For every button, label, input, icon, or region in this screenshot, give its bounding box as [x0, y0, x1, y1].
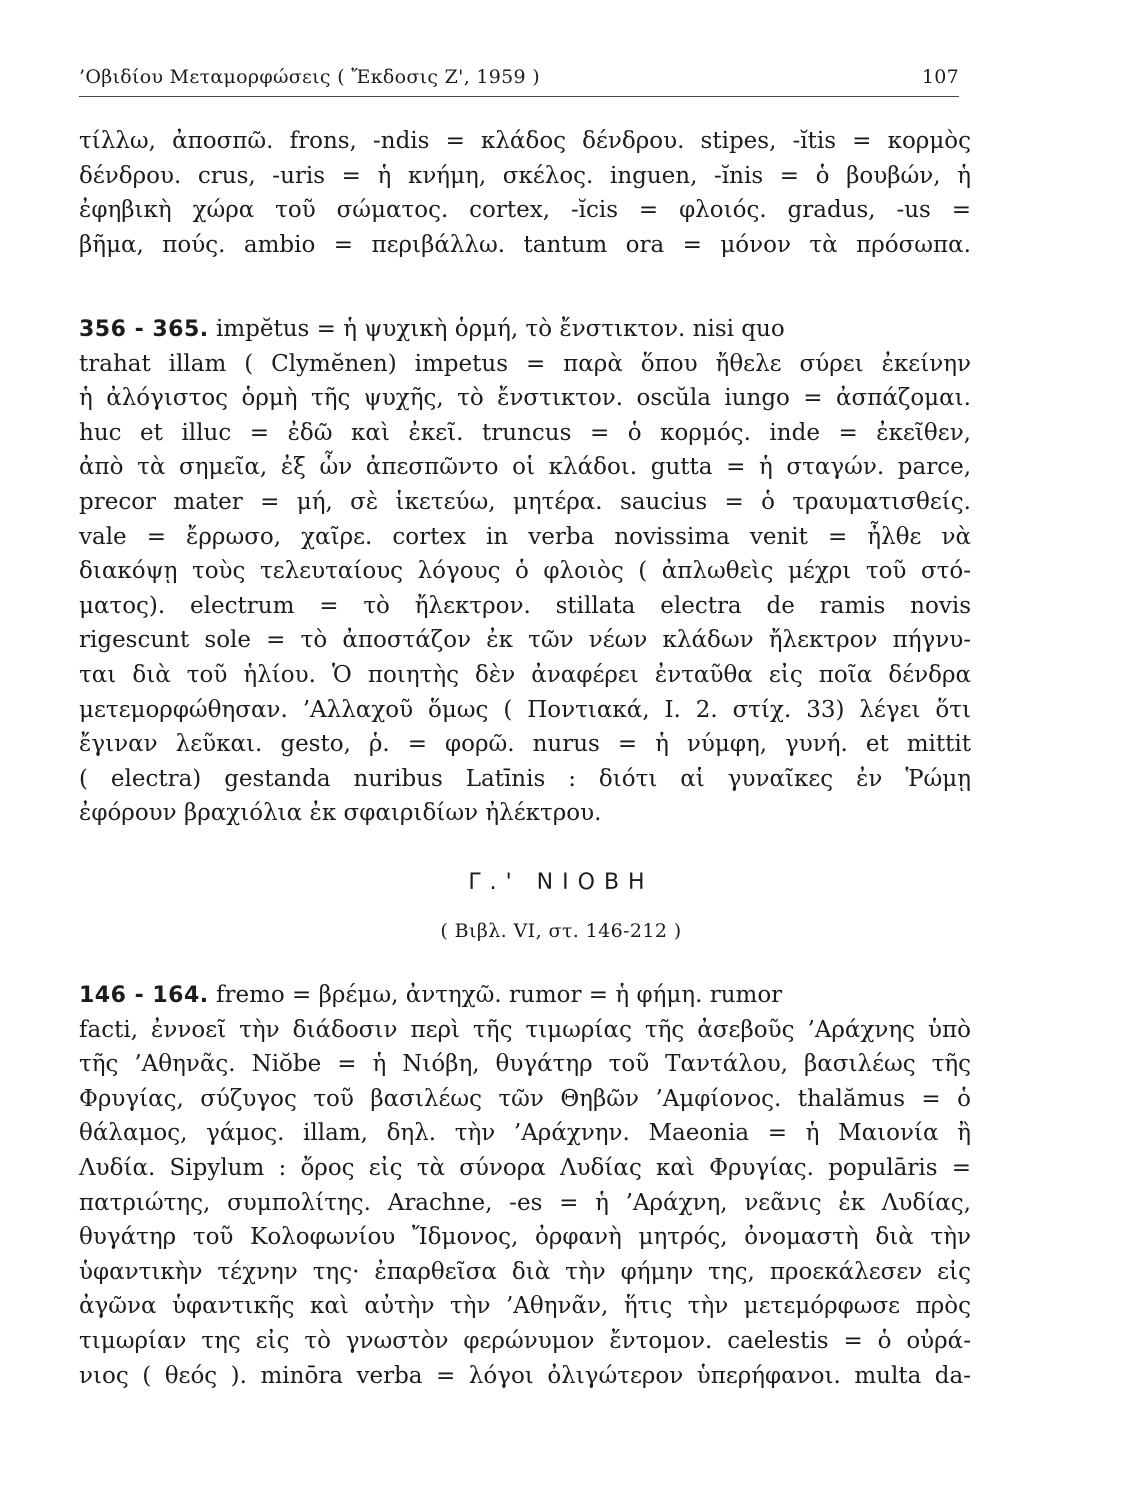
text-line: νιος ( θεός ). minōra verba = λόγοι ὀλιγώτερον ὑπερήφανοι. multa da- [79, 1362, 971, 1389]
section-356-365 [79, 312, 971, 831]
text-line: τιμωρίαν της εἰς τὸ γνωστὸν φερώνυμον ἔντομον. caelestis = ὁ οὐρά- [79, 1327, 971, 1354]
running-header [79, 66, 959, 97]
text-line: ἐφηβικὴ χώρα τοῦ σώματος. cortex, -ĭcis = φλοιός. gradus, -us = [79, 197, 971, 224]
page-number: 107 [921, 66, 959, 88]
text-line: ματος). electrum = τὸ ἤλεκτρον. stillata electra de ramis novis [79, 592, 971, 619]
text-line-first [79, 978, 971, 1013]
text-line-rest: fremo = βρέμω, ἀντηχῶ. rumor = ἡ φήμη. rumor [208, 982, 783, 1008]
text-line: rigescunt sole = τὸ ἀποστάζον ἐκ τῶν νέων κλάδων ἤλεκτρον πήγνυ- [79, 627, 971, 654]
text-line: τίλλω, ἀποσπῶ. frons, -ndis = κλάδος δένδρου. stipes, -ĭtis = κορμὸς [79, 128, 971, 154]
text-line: vale = ἔρρωσο, χαῖρε. cortex in verba novissima venit = ἦλθε νὰ [79, 523, 971, 550]
text-line: Φρυγίας, σύζυγος τοῦ βασιλέως τῶν Θηβῶν ’Αμφίονος. thalămus = ὁ [79, 1085, 971, 1112]
intro-paragraph [79, 124, 971, 262]
header-title: ’Οβιδίου Μεταμορφώσεις ( Ἔκδοσις Ζ', 1959 ) [79, 66, 540, 88]
text-line: θάλαμος, γάμος. illam, δηλ. τὴν ’Αράχνην. Maeonia = ἡ Μαιονία ἢ [79, 1120, 971, 1147]
text-line-first [79, 312, 971, 347]
chapter-heading: Γ.' ΝΙΟΒΗ [468, 870, 654, 895]
text-line: πατριώτης, συμπολίτης. Arachne, -es = ἡ ’Αράχνη, νεᾶνις ἐκ Λυδίας, [79, 1189, 971, 1216]
text-line: διακόψῃ τοὺς τελευταίους λόγους ὁ φλοιὸς ( ἀπλωθεὶς μέχρι τοῦ στό- [79, 558, 971, 585]
text-line: ἀγῶνα ὑφαντικῆς καὶ αὐτὴν τὴν ’Αθηνᾶν, ἥτις τὴν μετεμόρφωσε πρὸς [79, 1293, 971, 1320]
text-line: facti, ἐννοεῖ τὴν διάδοσιν περὶ τῆς τιμωρίας τῆς ἀσεβοῦς ’Αράχνης ὑπὸ [79, 1016, 971, 1043]
text-line: δένδρου. crus, -uris = ἡ κνήμη, σκέλος. inguen, -ĭnis = ὁ βουβών, ἡ [79, 162, 971, 189]
text-line: precor mater = μή, σὲ ἱκετεύω, μητέρα. saucius = ὁ τραυματισθείς. [79, 488, 971, 515]
text-line-last: ἐφόρουν βραχιόλια ἐκ σφαιριδίων ἠλέκτρου. [79, 800, 602, 827]
text-line: ται διὰ τοῦ ἡλίου. Ὁ ποιητὴς δὲν ἀναφέρει ἐνταῦθα εἰς ποῖα δένδρα [79, 661, 971, 688]
chapter-subheading: ( Βιβλ. VI, στ. 146-212 ) [440, 920, 682, 942]
text-line: ἡ ἀλόγιστος ὁρμὴ τῆς ψυχῆς, τὸ ἔνστικτον. oscŭla iungo = ἀσπάζομαι. [79, 385, 971, 412]
text-line: huc et illuc = ἐδῶ καὶ ἐκεῖ. truncus = ὁ κορμός. inde = ἐκεῖθεν, [79, 419, 971, 446]
text-line: ἔγιναν λεῦκαι. gesto, ῥ. = φορῶ. nurus = ἡ νύμφη, γυνή. et mittit [79, 731, 971, 758]
line-range-label: 146 - 164. [79, 983, 209, 1008]
section-146-164 [79, 978, 971, 1393]
text-line: μετεμορφώθησαν. ’Αλλαχοῦ ὅμως ( Ποντιακά, I. 2. στίχ. 33) λέγει ὅτι [79, 696, 971, 723]
text-line: Λυδία. Sipylum : ὄρος εἰς τὰ σύνορα Λυδίας καὶ Φρυγίας. populāris = [79, 1154, 971, 1181]
text-line: ὑφαντικὴν τέχνην της· ἐπαρθεῖσα διὰ τὴν φήμην της, προεκάλεσεν εἰς [79, 1258, 971, 1285]
text-line: θυγάτηρ τοῦ Κολοφωνίου Ἴδμονος, ὀρφανὴ μητρός, ὀνομαστὴ διὰ τὴν [79, 1224, 971, 1251]
text-line: ἀπὸ τὰ σημεῖα, ἐξ ὧν ἀπεσπῶντο οἱ κλάδοι. gutta = ἡ σταγών. parce, [79, 454, 971, 481]
text-line: τῆς ’Αθηνᾶς. Niŏbe = ἡ Νιόβη, θυγάτηρ τοῦ Ταντάλου, βασιλέως τῆς [79, 1051, 971, 1078]
line-range-label: 356 - 365. [79, 317, 209, 342]
text-line: ( electra) gestanda nuribus Latīnis : διότι αἱ γυναῖκες ἐν Ῥώμῃ [79, 765, 971, 792]
text-line: βῆμα, πούς. ambio = περιβάλλω. tantum ora = μόνον τὰ πρόσωπα. [79, 231, 971, 258]
text-line-rest: impĕtus = ἡ ψυχικὴ ὁρμή, τὸ ἔνστικτον. nisi quo [208, 316, 785, 342]
text-line: trahat illam ( Clymĕnen) impetus = παρὰ ὅπου ἤθελε σύρει ἐκείνην [79, 350, 971, 377]
